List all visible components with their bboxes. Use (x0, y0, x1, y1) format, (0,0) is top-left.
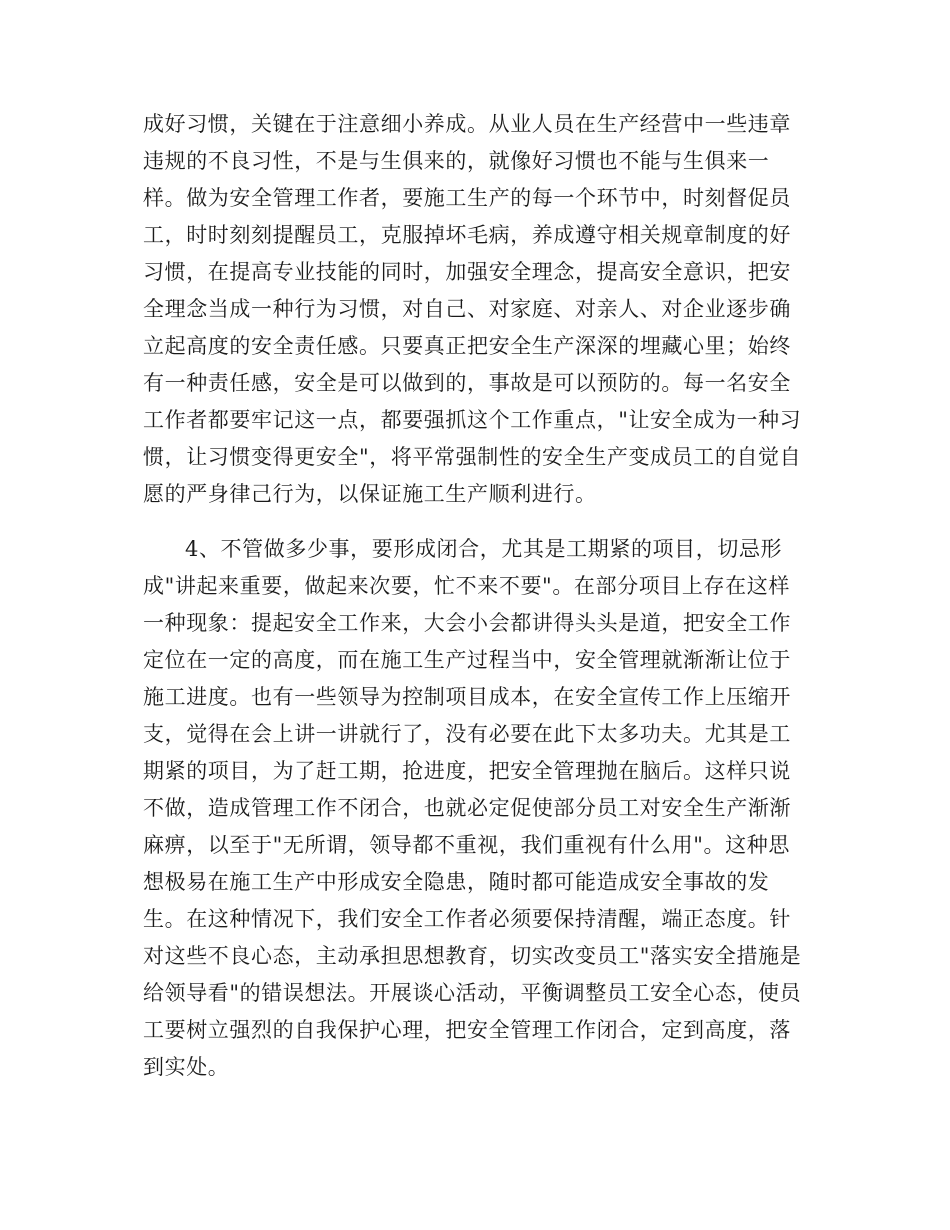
text-line: 给领导看"的错误想法。开展谈心活动，平衡调整员工安全心态，使员 (143, 981, 802, 1005)
text-line: 工要树立强烈的自我保护心理，把安全管理工作闭合，定到高度，落 (143, 1018, 791, 1042)
text-line: 麻痹，以至于"无所谓，领导都不重视，我们重视有什么用"。这种思 (143, 833, 790, 857)
text-line: 生。在这种情况下，我们安全工作者必须要保持清醒，端正态度。针 (143, 907, 791, 931)
text-line: 定位在一定的高度，而在施工生产过程当中，安全管理就渐渐让位于 (143, 648, 791, 672)
text-line: 成"讲起来重要，做起来次要，忙不来不要"。在部分项目上存在这样 (143, 574, 790, 598)
text-line: 一种现象：提起安全工作来，大会小会都讲得头头是道，把安全工作 (143, 611, 791, 635)
text-line: 不做，造成管理工作不闭合，也就必定促使部分员工对安全生产渐渐 (143, 796, 791, 820)
text-line: 惯，让习惯变得更安全"，将平常强制性的安全生产变成员工的自觉自 (143, 445, 802, 469)
text-line: 有一种责任感，安全是可以做到的，事故是可以预防的。每一名安全 (143, 371, 791, 395)
text-line: 愿的严身律己行为，以保证施工生产顺利进行。 (143, 482, 597, 506)
text-line: 到实处。 (143, 1055, 230, 1079)
text-line: 工，时时刻刻提醒员工，克服掉坏毛病，养成遵守相关规章制度的好 (143, 223, 791, 247)
text-line: 习惯，在提高专业技能的同时，加强安全理念，提高安全意识，把安 (143, 260, 791, 284)
text-line: 4、不管做多少事，要形成闭合，尤其是工期紧的项目，切忌形 (185, 537, 783, 561)
text-line: 想极易在施工生产中形成安全隐患，随时都可能造成安全事故的发 (143, 870, 770, 894)
text-line: 全理念当成一种行为习惯，对自己、对家庭、对亲人、对企业逐步确 (143, 297, 791, 321)
text-line: 样。做为安全管理工作者，要施工生产的每一个环节中，时刻督促员 (143, 186, 791, 210)
text-line: 工作者都要牢记这一点，都要强抓这个工作重点，"让安全成为一种习 (143, 408, 802, 432)
text-line: 施工进度。也有一些领导为控制项目成本，在安全宣传工作上压缩开 (143, 685, 791, 709)
text-line: 支，觉得在会上讲一讲就行了，没有必要在此下太多功夫。尤其是工 (143, 722, 791, 746)
text-line: 对这些不良心态，主动承担思想教育，切实改变员工"落实安全措施是 (143, 944, 802, 968)
text-line: 成好习惯，关键在于注意细小养成。从业人员在生产经营中一些违章 (143, 112, 791, 136)
text-line: 立起高度的安全责任感。只要真正把安全生产深深的埋藏心里；始终 (143, 334, 791, 358)
text-line: 期紧的项目，为了赶工期，抢进度，把安全管理抛在脑后。这样只说 (143, 759, 791, 783)
text-line: 违规的不良习性，不是与生俱来的，就像好习惯也不能与生俱来一 (143, 149, 770, 173)
